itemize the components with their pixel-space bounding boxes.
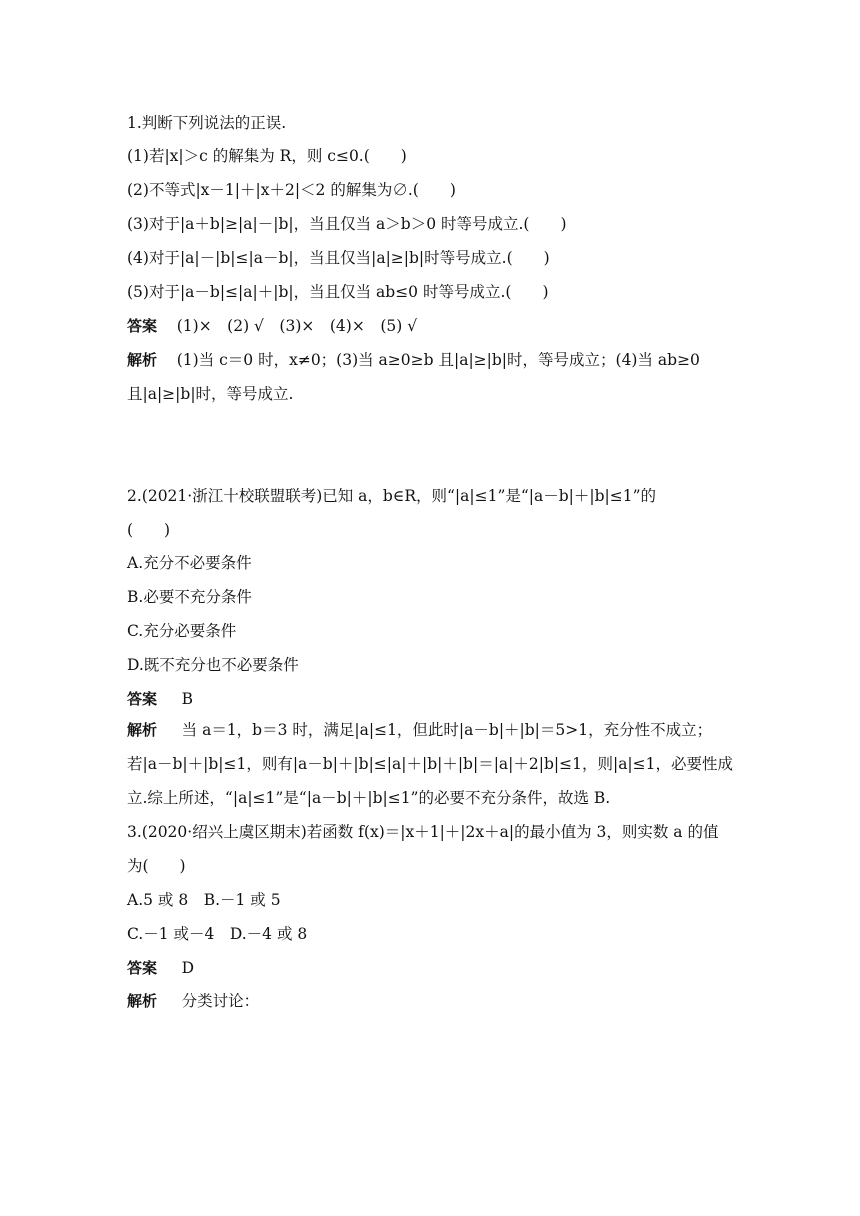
q3-answer-row <box>127 957 194 979</box>
answer-label: 答案 <box>127 317 158 335</box>
q2-option-c: C.充分必要条件 <box>127 622 237 640</box>
q2-analysis-line-3: 立.综上所述，“|a|≤1”是“|a－b|＋|b|≤1”的必要不充分条件，故选 B. <box>127 789 611 807</box>
q2-analysis-line-1: 当 a＝1，b＝3 时，满足|a|≤1，但此时|a－b|＋|b|＝5>1，充分性不成立； <box>181 721 713 739</box>
q2-analysis-line-2: 若|a－b|＋|b|≤1，则有|a－b|＋|b|≤|a|＋|b|＋|b|＝|a|＋2|b|≤1，则|a|≤1，必要性成 <box>127 755 733 773</box>
q1-item-3: (3)对于|a＋b|≥|a|－|b|，当且仅当 a＞b＞0 时等号成立.( ) <box>127 215 567 233</box>
q1-analysis-line-2: 且|a|≥|b|时，等号成立. <box>127 385 294 403</box>
answer-label: 答案 <box>127 690 158 708</box>
q1-analysis-line-1: (1)当 c＝0 时，x≠0；(3)当 a≥0≥b 且|a|≥|b|时，等号成立；(4)当 ab≥0 <box>176 351 700 369</box>
answer-label: 答案 <box>127 959 158 977</box>
q1-answer-row <box>127 315 417 337</box>
q3-answer: D <box>181 959 195 977</box>
q2-answer-row <box>127 688 193 710</box>
q3-analysis: 分类讨论： <box>181 992 260 1010</box>
analysis-label: 解析 <box>127 351 158 369</box>
q1-answer: (1)× (2) √ (3)× (4)× (5) √ <box>176 317 418 335</box>
q1-analysis-row <box>127 349 700 371</box>
q3-stem-line-2: 为( ) <box>127 857 186 875</box>
q1-item-1: (1)若|x|＞c 的解集为 R，则 c≤0.( ) <box>127 147 407 165</box>
q2-answer: B <box>181 690 194 708</box>
q3-stem-line-1: 3.(2020·绍兴上虞区期末)若函数 f(x)＝|x＋1|＋|2x＋a|的最小值为 3，则实数 a 的值 <box>127 823 719 841</box>
q2-option-a: A.充分不必要条件 <box>127 554 252 572</box>
q2-option-b: B.必要不充分条件 <box>127 588 252 606</box>
q2-stem-line-2: ( ) <box>127 521 171 539</box>
q1-item-2: (2)不等式|x－1|＋|x＋2|＜2 的解集为∅.( ) <box>127 181 456 199</box>
q2-option-d: D.既不充分也不必要条件 <box>127 656 299 674</box>
q3-option-row-2: C.－1 或－4 D.－4 或 8 <box>127 925 308 943</box>
q2-analysis-row <box>127 719 712 741</box>
q1-item-5: (5)对于|a－b|≤|a|＋|b|，当且仅当 ab≤0 时等号成立.( ) <box>127 283 549 301</box>
q2-stem-line-1: 2.(2021·浙江十校联盟联考)已知 a，b∈R，则“|a|≤1”是“|a－b|＋|b|≤1”的 <box>127 487 657 505</box>
q1-item-4: (4)对于|a|－|b|≤|a－b|，当且仅当|a|≥|b|时等号成立.( ) <box>127 249 550 267</box>
analysis-label: 解析 <box>127 721 158 739</box>
q1-title: 1.判断下列说法的正误. <box>127 114 287 132</box>
q3-analysis-row <box>127 990 259 1012</box>
q3-option-row-1: A.5 或 8 B.－1 或 5 <box>127 891 281 909</box>
analysis-label: 解析 <box>127 992 158 1010</box>
